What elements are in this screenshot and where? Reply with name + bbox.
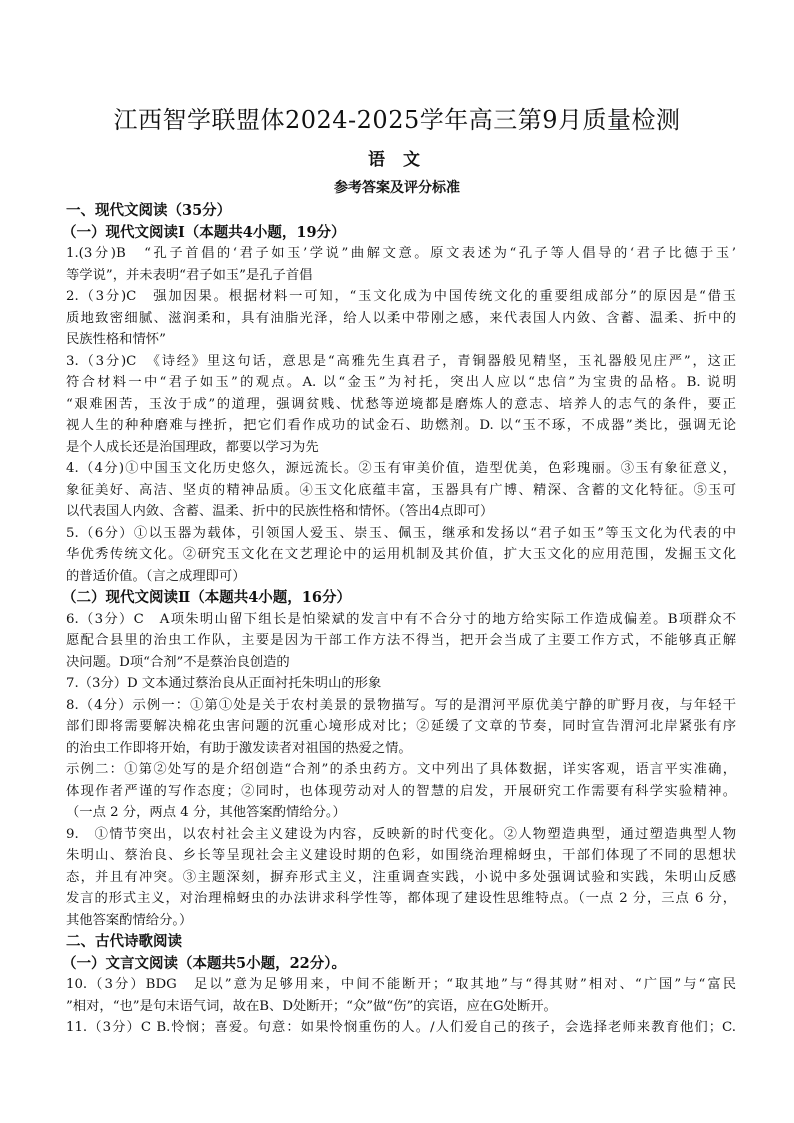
subsection-heading: （一）现代文阅读Ⅰ（本题共4小题，19分） bbox=[62, 223, 346, 241]
answer-text-line: 部们即将需要解决棉花虫害问题的沉重心境形成对比；②延缓了文章的节奏，同时宣告渭河北岸紧张有序 bbox=[66, 719, 736, 734]
answer-text-line: 愿配合县里的治虫工作队，主要是因为干部工作方法不得当，把开会当成了主要工作方式，不能够真正解 bbox=[66, 633, 736, 648]
answer-text-line: “艰难困苦，玉汝于成”的道理，强调贫贱、忧愁等逆境都是磨炼人的意志、培养人的志气的条件，要正 bbox=[66, 396, 736, 412]
subsection-heading: （一）文言文阅读（本题共5小题，22分）。 bbox=[62, 954, 347, 972]
answer-text-line: 发言的形式主义，对治理棉蚜虫的办法讲求科学性等，都体现了建设性思维特点。（一点 2 分，三点 6 分， bbox=[66, 891, 736, 906]
answer-text-line: 以代表国人内敛、含蓄、温柔、折中的民族性格和情怀。（答出4点即可） bbox=[66, 504, 494, 519]
answer-text-line: 1.(3分)B “孔子首倡的‘君子如玉’学说”曲解文意。原文表述为“孔子等人倡导的‘君子比德于玉’ bbox=[66, 246, 736, 261]
answer-key-subtitle: 参考答案及评分标准 bbox=[334, 180, 460, 196]
answer-text-line: 8.（4分）示例一：①第①处是关于农村美景的景物描写。写的是渭河平原优美宁静的旷野月夜，与年轻干 bbox=[66, 697, 736, 713]
answer-text-line: 7.（3分）D 文本通过蔡治良从正面衬托朱明山的形象 bbox=[66, 676, 382, 691]
subject-heading: 语 文 bbox=[368, 150, 426, 170]
answer-text-line: 4.（4分)①中国玉文化历史悠久，源远流长。②玉有审美价值，造型优美，色彩瑰丽。③玉有象征意义， bbox=[66, 461, 736, 476]
section-heading: 二、古代诗歌阅读 bbox=[66, 933, 182, 950]
answer-text-line: 其他答案酌情给分。） bbox=[66, 912, 193, 928]
document-title: 江西智学联盟体2024-2025学年高三第9月质量检测 bbox=[113, 106, 681, 134]
answer-text-line: 质地致密细腻、滋润柔和，具有油脂光泽，给人以柔中带刚之感，来代表国人内敛、含蓄、温柔、折中的 bbox=[66, 310, 736, 326]
answer-text-line: 朱明山、蔡治良、乡长等呈现社会主义建设时期的色彩，如围绕治理棉蚜虫，干部们体现了不同的思想状 bbox=[66, 848, 736, 863]
section-heading: 一、现代文阅读（35分） bbox=[66, 202, 232, 219]
answer-body bbox=[62, 200, 736, 1039]
answer-text-line: （一点 2 分，两点 4 分，其他答案酌情给分。） bbox=[66, 805, 346, 820]
answer-text-line: 6.（3分）C A项朱明山留下组长是怕梁斌的发言中有不合分寸的地方给实际工作造成偏差。B项群众不 bbox=[66, 611, 736, 627]
answer-text-line: 视人生的种种磨难与挫折，把它们看作成功的试金石、助燃剂。D. 以“玉不琢，不成器”类比，强调无论 bbox=[66, 418, 736, 433]
answer-text-line: 体现作者严谨的写作态度；②同时，也体现劳动对人的智慧的启发，开展研究工作需要有科学实验精神。 bbox=[66, 783, 736, 799]
answer-text-line: 的治虫工作即将开始，有助于激发读者对祖国的热爱之情。 bbox=[66, 740, 412, 756]
answer-text-line: 象征美好、高洁、坚贞的精神品质。④玉文化底蕴丰富，玉器具有广博、精深、含蓄的文化特征。⑤玉可 bbox=[66, 482, 736, 498]
answer-text-line: ”相对，“也”是句末语气词，故在B、D处断开；“众”做“伤”的宾语，应在G处断开。 bbox=[66, 998, 557, 1014]
answer-text-line: 民族性格和情怀” bbox=[66, 332, 166, 347]
answer-text-line: 等学说”，并未表明“君子如玉”是孔子首倡 bbox=[66, 267, 313, 283]
answer-text-line: 3.（3分)C 《诗经》里这句话，意思是“高雅先生真君子，青铜器般见精坚，玉礼器般见庄严”，这正 bbox=[66, 353, 736, 369]
answer-text-line: 是个人成长还是治国理政，都要以学习为先 bbox=[66, 439, 319, 455]
answer-text-line: 10.（3分）BDG 足以”意为足够用来，中间不能断开；“取其地”与“得其财”相对、“广国”与“富民 bbox=[66, 977, 736, 992]
answer-text-line: 示例二：①第②处写的是介绍创造“合剂”的杀虫药方。文中列出了具体数据，详实客观，语言平实准确， bbox=[66, 762, 736, 777]
subsection-heading: （二）现代文阅读Ⅱ（本题共4小题，16分） bbox=[62, 589, 351, 606]
answer-text-line: 2.（3分)C 强加因果。根据材料一可知，“玉文化成为中国传统文化的重要组成部分”的原因是“借玉 bbox=[66, 289, 736, 304]
answer-text-line: 11.（3分）C B.怜悯；喜爱。句意：如果怜悯重伤的人。/人们爱自己的孩子，会选择老师来教育他们；C. bbox=[66, 1020, 736, 1035]
answer-text-line: 华优秀传统文化。②研究玉文化在文艺理论中的运用机制及其价值，扩大玉文化的应用范围，发掘玉文化 bbox=[66, 547, 736, 562]
answer-text-line: 符合材料一中“君子如玉”的观点。A. 以“金玉”为衬托，突出人应以“忠信”为宝贵的品格。B. 说明 bbox=[66, 375, 736, 390]
answer-text-line: 态，并且有冲突。③主题深刻，摒弃形式主义，注重调查实践，小说中多处强调试验和实践，朱明山反感 bbox=[66, 869, 736, 885]
answer-text-line: 9. ①情节突出，以农村社会主义建设为内容，反映新的时代变化。②人物塑造典型，通过塑造典型人物 bbox=[66, 826, 736, 842]
answer-text-line: 决问题。D项“合剂”不是蔡治良创造的 bbox=[66, 654, 290, 670]
answer-text-line: 的普适价值。（言之成理即可） bbox=[66, 568, 246, 584]
answer-text-line: 5.（6分）①以玉器为载体，引领国人爱玉、崇玉、佩玉，继承和发扬以“君子如玉”等玉文化为代表的中 bbox=[66, 525, 736, 541]
